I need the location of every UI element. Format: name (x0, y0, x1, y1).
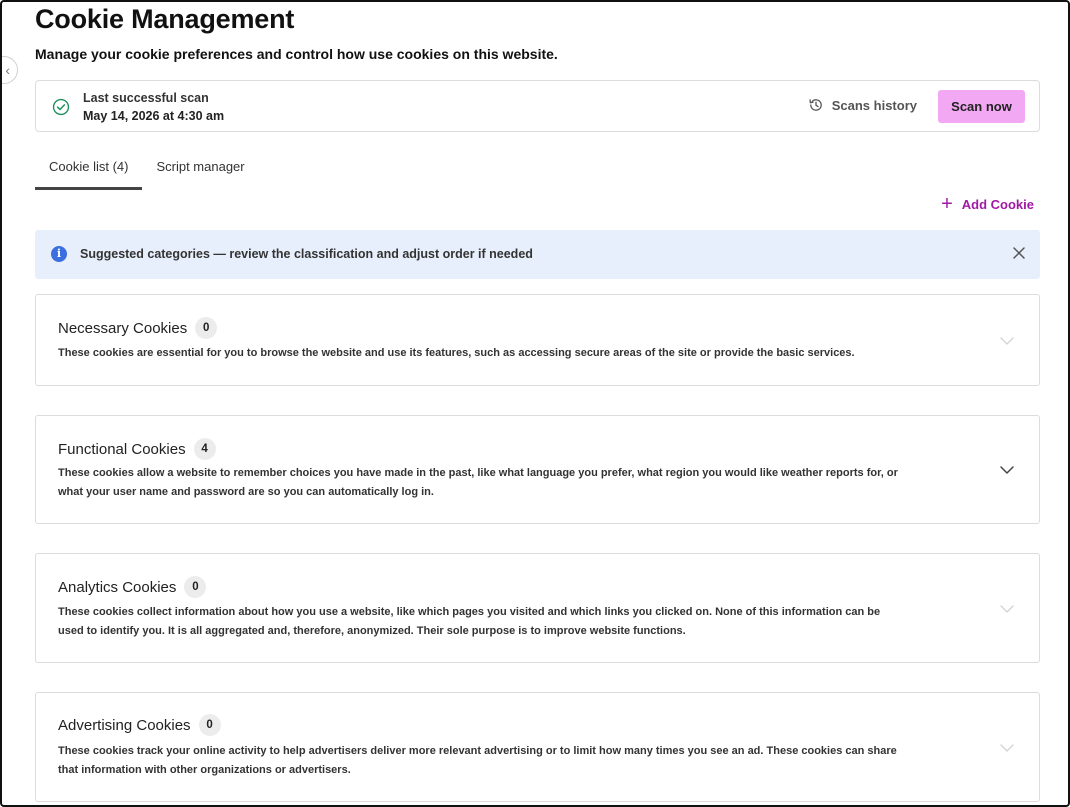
check-circle-icon (52, 98, 70, 116)
category-card-analytics[interactable] (35, 553, 1040, 663)
category-title: Advertising Cookies (58, 716, 191, 734)
scans-history-label: Scans history (831, 97, 917, 113)
category-title: Analytics Cookies (58, 578, 177, 596)
chevron-down-icon[interactable] (999, 740, 1015, 756)
scan-date: May 14, 2026 at 4:30 am (83, 109, 225, 123)
page-title: Cookie Management (35, 4, 295, 34)
history-icon (808, 97, 824, 113)
scan-status-panel (35, 80, 1040, 132)
chevron-down-icon[interactable] (999, 333, 1015, 349)
banner-text: Suggested categories — review the classification and adjust order if needed (80, 247, 533, 261)
chevron-down-icon[interactable] (999, 462, 1015, 478)
category-header (58, 576, 206, 598)
count-badge: 0 (184, 576, 206, 598)
suggestion-banner (35, 230, 1040, 279)
add-cookie-label: Add Cookie (961, 196, 1034, 212)
category-card-functional[interactable] (35, 415, 1040, 524)
count-badge: 4 (194, 438, 216, 460)
category-card-advertising[interactable] (35, 692, 1040, 802)
scan-label: Last successful scan (83, 91, 209, 105)
close-icon[interactable] (1010, 244, 1028, 262)
category-header (58, 317, 217, 339)
category-title: Functional Cookies (58, 440, 186, 458)
category-description: These cookies are essential for you to browse the website and use its features, such as accessing secure areas of the site or provide the basic services. (58, 347, 855, 359)
plus-icon: + (941, 193, 953, 215)
chevron-down-icon[interactable] (999, 601, 1015, 617)
add-cookie-button[interactable] (941, 193, 1034, 215)
tab-script-manager[interactable]: Script manager (156, 159, 245, 174)
tab-cookie-list[interactable]: Cookie list (4) (35, 152, 142, 190)
category-title: Necessary Cookies (58, 319, 188, 337)
sidebar-collapse-toggle[interactable] (0, 56, 18, 84)
info-icon: i (51, 246, 67, 262)
page-subtitle: Manage your cookie preferences and control how use cookies on this website. (35, 46, 558, 62)
scan-info (83, 89, 224, 125)
scans-history-button[interactable] (808, 97, 917, 113)
category-card-necessary[interactable] (35, 294, 1040, 386)
category-description: These cookies allow a website to remember choices you have made in the past, like what language you prefer, what region you would like weather reports for, or what your user name and password are so you can automatically log in. (58, 467, 898, 498)
category-header (58, 714, 221, 736)
category-header (58, 438, 216, 460)
category-description: These cookies collect information about how you use a website, like which pages you visited and which links you clicked on. None of this information can be used to identify you. It is all aggregated and, therefore, anonymized. Their sole purpose is to improve website functions. (58, 606, 881, 637)
count-badge: 0 (199, 714, 221, 736)
chevron-left-icon: ‹ (5, 62, 10, 78)
category-description: These cookies track your online activity to help advertisers deliver more relevant advertising or to limit how many times you see an ad. These cookies can share that information with other organizations or advertisers. (58, 745, 897, 776)
tab-bar (35, 152, 259, 190)
count-badge: 0 (195, 317, 217, 339)
scan-now-button[interactable]: Scan now (938, 90, 1025, 123)
